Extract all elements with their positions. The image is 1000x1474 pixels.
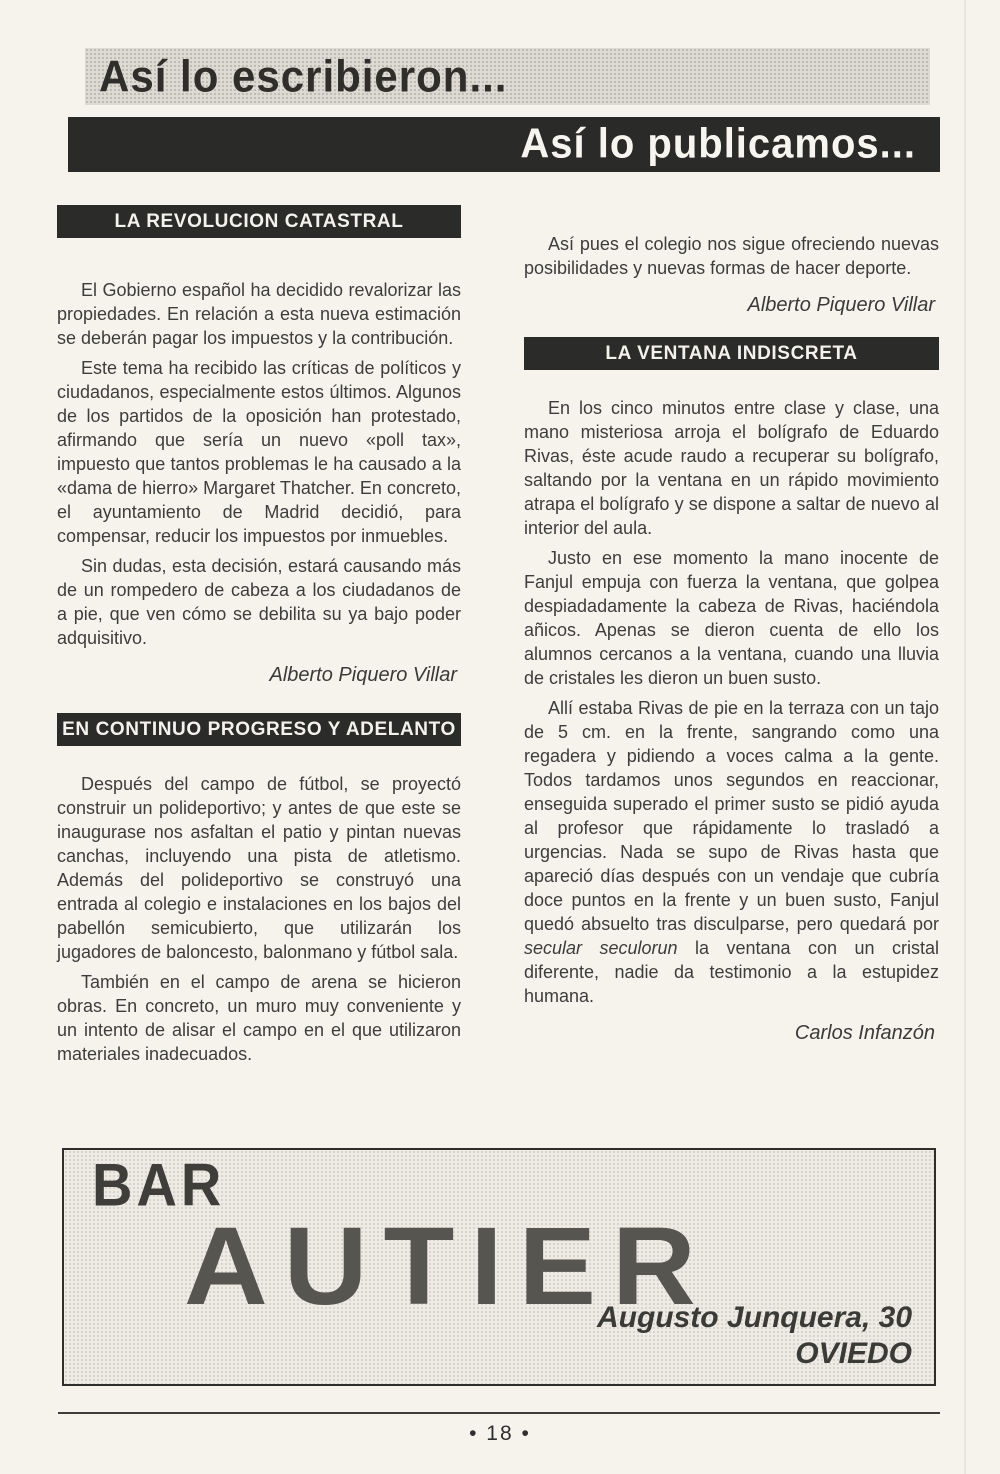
author-signature: Carlos Infanzón: [794, 1022, 935, 1044]
banner-published-text: Así lo publicamos...: [520, 120, 916, 168]
paragraph: En los cinco minutos entre clase y clase, una mano misteriosa arroja el bolígrafo de Eduardo Rivas, éste acude raudo a recuperar su bolígrafo, saltando por la ventana en un rápido movimiento atrapa el bolígrafo y se dispone a saltar de nuevo al interior del aula.: [524, 398, 939, 538]
paragraph: Este tema ha recibido las críticas de políticos y ciudadanos, especialmente estos últimos. Algunos de los partidos de la oposición han protestado, afirmando que sería un nuevo «poll tax», impuesto que tantos problemas le ha causado a la «dama de hierro» Margaret Thatcher. En concreto, el ayuntamiento de Madrid decidió, para compensar, reducir los impuestos por inmuebles.: [57, 358, 461, 546]
banner-asi-lo-escribieron: [85, 48, 930, 105]
paragraph: Así pues el colegio nos sigue ofreciendo nuevas posibilidades y nuevas formas de hacer deporte.: [524, 234, 939, 278]
article-title-text: LA REVOLUCION CATASTRAL: [114, 211, 404, 232]
paragraph-text: Allí estaba Rivas de pie en la terraza con un tajo de 5 cm. en la frente, sangrando como una regadera y pidiendo a voces calma a la gente. Todos tardamos unos segundos en reaccionar, enseguida superado el primer susto se pidió ayuda al profesor que rápidamente lo trasladó a urgencias. Nada se supo de Rivas hasta que apareció días después con un vendaje que cubría doce puntos en la frente y un buen susto, Fanjul quedó absuelto tras disculparse, pero quedará por: [524, 698, 939, 934]
banner-written-text: Así lo escribieron...: [99, 51, 508, 101]
page-number: • 18 •: [469, 1422, 531, 1445]
paragraph: También en el campo de arena se hicieron obras. En concreto, un muro muy conveniente y un intento de alisar el campo en el que utilizaron materiales inadecuados.: [57, 972, 461, 1064]
scan-gutter-line: [964, 0, 966, 1474]
footer-rule: [58, 1412, 940, 1414]
left-column: [57, 205, 461, 1072]
ad-street-address: Augusto Junquera, 30: [596, 1301, 912, 1334]
ad-city: OVIEDO: [795, 1337, 912, 1370]
author-signature: Alberto Piquero Villar: [269, 664, 457, 686]
paragraph: Justo en ese momento la mano inocente de Fanjul empuja con fuerza la ventana, que golpea despiadadamente la cabeza de Rivas, haciéndola añicos. Apenas se dieron cuenta de ello los alumnos cercanos a la ventana, cuando una lluvia de cristales les dieron un buen susto.: [524, 548, 939, 688]
ad-autier-word: AUTIER: [184, 1204, 712, 1328]
article-title-text: EN CONTINUO PROGRESO Y ADELANTO: [62, 719, 456, 740]
paragraph: Después del campo de fútbol, se proyectó construir un polideportivo; y antes de que este se inaugurase nos asfaltan el patio y pintan nuevas canchas, incluyendo una pista de atletismo. Además del polideportivo se construyó una entrada al colegio e instalaciones en los bajos del pabellón semicubierto, que utilizarán los jugadores de baloncesto, balonmano y fútbol sala.: [57, 774, 461, 962]
paragraph-text: la ventana con un cristal diferente, nadie da testimonio a la estupidez humana.: [524, 938, 939, 1006]
ad-address-block: [597, 1300, 912, 1372]
advertisement-bar-autier: [62, 1148, 936, 1386]
article-title-la-ventana-indiscreta: [524, 337, 939, 370]
latin-phrase-italic: secular seculorun: [524, 938, 678, 958]
paragraph: Sin dudas, esta decisión, estará causando más de un rompedero de cabeza a los ciudadanos de a pie, que ven cómo se debilita su ya bajo poder adquisitivo.: [57, 556, 461, 648]
article-title-en-continuo-progreso: [57, 713, 461, 746]
paragraph: [524, 696, 939, 1008]
right-column: [524, 232, 939, 1065]
ad-bar-word: BAR: [92, 1150, 226, 1219]
author-signature: Alberto Piquero Villar: [747, 294, 935, 316]
article-title-text: LA VENTANA INDISCRETA: [605, 343, 858, 364]
article-title-la-revolucion-catastral: [57, 205, 461, 238]
banner-asi-lo-publicamos: [68, 117, 940, 172]
paragraph: El Gobierno español ha decidido revalorizar las propiedades. En relación a esta nueva estimación se deberán pagar los impuestos y la contribución.: [57, 280, 461, 348]
